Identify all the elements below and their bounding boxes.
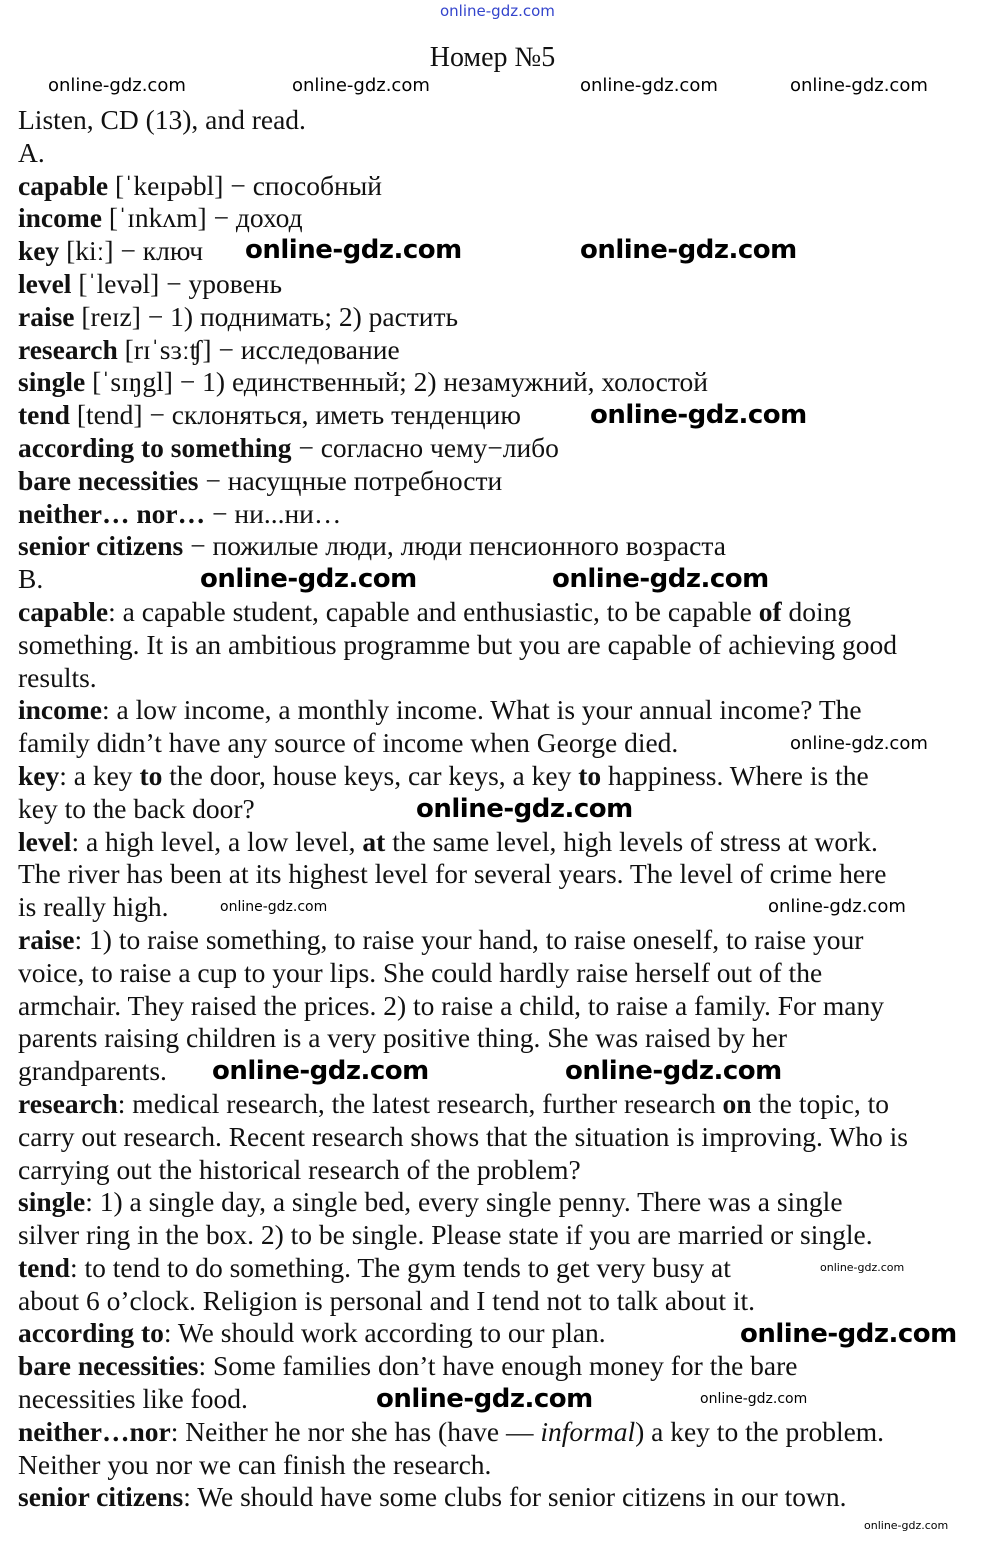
text-segment: [tend] − склоняться, иметь тенденцию bbox=[69, 399, 521, 431]
bold-term: level bbox=[18, 825, 72, 857]
bold-term: neither…nor bbox=[18, 1415, 171, 1447]
text-segment: results. bbox=[18, 661, 97, 693]
watermark: online-gdz.com bbox=[416, 794, 633, 824]
text-line bbox=[18, 760, 908, 793]
text-segment: about 6 o’clock. Religion is personal and I tend not to talk about it. bbox=[18, 1284, 756, 1316]
bold-term: single bbox=[18, 1186, 86, 1218]
text-segment: The river has been at its highest level for several years. The level of crime here bbox=[18, 858, 887, 890]
bold-term: bare necessities bbox=[18, 464, 199, 496]
text-line bbox=[18, 170, 908, 203]
bold-term: bare necessities bbox=[18, 1350, 199, 1382]
text-line bbox=[18, 858, 908, 891]
bold-term: capable bbox=[18, 169, 109, 201]
watermark: online-gdz.com bbox=[292, 75, 430, 96]
text-segment: [ˈɪnkʌm] − доход bbox=[102, 202, 303, 234]
text-segment: necessities like food. bbox=[18, 1383, 248, 1415]
text-segment: the same level, high levels of stress at work. bbox=[385, 825, 878, 857]
text-segment: ) a key to the problem. bbox=[635, 1415, 885, 1447]
text-line bbox=[18, 990, 908, 1023]
bold-term: income bbox=[18, 202, 103, 234]
text-segment: doing bbox=[781, 595, 852, 627]
text-segment: − насущные потребности bbox=[198, 464, 503, 496]
bold-term: key bbox=[18, 759, 60, 791]
text-segment: happiness. Where is the bbox=[601, 759, 869, 791]
text-segment: : to tend to do something. The gym tends to get very busy at bbox=[69, 1251, 731, 1283]
text-line bbox=[18, 826, 908, 859]
watermark: online-gdz.com bbox=[580, 75, 718, 96]
bold-term: at bbox=[362, 825, 386, 857]
text-line bbox=[18, 1449, 908, 1482]
bold-term: to bbox=[139, 759, 163, 791]
text-segment: : We should have some clubs for senior citizens in our town. bbox=[183, 1481, 847, 1513]
bold-term: according to something bbox=[18, 431, 292, 463]
watermark: online-gdz.com bbox=[580, 235, 797, 265]
bold-term: capable bbox=[18, 595, 109, 627]
text-segment: [ˈlevəl] − уровень bbox=[71, 267, 283, 299]
bold-term: neither… nor… bbox=[18, 497, 206, 529]
text-segment: : medical research, the latest research, further research bbox=[117, 1087, 723, 1119]
text-segment: − пожилые люди, люди пенсионного возраста bbox=[183, 530, 726, 562]
text-segment: : a low income, a monthly income. What is your annual income? The bbox=[102, 694, 862, 726]
text-line bbox=[18, 596, 908, 629]
text-segment: something. It is an ambitious programme but you are capable of achieving good bbox=[18, 628, 898, 660]
text-segment: : We should work according to our plan. bbox=[163, 1317, 606, 1349]
text-segment: : Some families don’t have enough money for the bare bbox=[198, 1350, 798, 1382]
watermark: online-gdz.com bbox=[220, 899, 328, 915]
bold-term: research bbox=[18, 333, 118, 365]
text-segment: carry out research. Recent research shows that the situation is improving. Who is bbox=[18, 1120, 908, 1152]
bold-term: senior citizens bbox=[18, 530, 184, 562]
watermark: online-gdz.com bbox=[590, 400, 807, 430]
text-segment: armchair. They raised the prices. 2) to raise a child, to raise a family. For many bbox=[18, 989, 884, 1021]
text-line bbox=[18, 1350, 908, 1383]
text-segment: the door, house keys, car keys, a key bbox=[162, 759, 579, 791]
text-segment: silver ring in the box. 2) to be single. Please state if you are married or single. bbox=[18, 1219, 873, 1251]
text-line bbox=[18, 1186, 908, 1219]
text-line bbox=[18, 924, 908, 957]
text-line bbox=[18, 1121, 908, 1154]
text-segment: : 1) to raise something, to raise your hand, to raise oneself, to raise your bbox=[74, 923, 864, 955]
text-segment: parents raising children is a very positive thing. She was raised by her bbox=[18, 1022, 788, 1054]
text-line bbox=[18, 694, 908, 727]
watermark: online-gdz.com bbox=[200, 564, 417, 594]
watermark: online-gdz.com bbox=[864, 1519, 949, 1532]
text-segment: family didn’t have any source of income when George died. bbox=[18, 727, 679, 759]
watermark: online-gdz.com bbox=[552, 564, 769, 594]
watermark: online-gdz.com bbox=[820, 1261, 905, 1274]
bold-term: level bbox=[18, 267, 72, 299]
text-line bbox=[18, 1252, 908, 1285]
text-segment: grandparents. bbox=[18, 1055, 167, 1087]
text-line bbox=[18, 366, 908, 399]
watermark: online-gdz.com bbox=[790, 75, 928, 96]
text-segment: − ни...ни… bbox=[205, 497, 342, 529]
text-line bbox=[18, 629, 908, 662]
text-segment: : a capable student, capable and enthusiastic, to be capable bbox=[108, 595, 759, 627]
watermark: online-gdz.com bbox=[565, 1056, 782, 1086]
bold-term: on bbox=[722, 1087, 752, 1119]
text-line bbox=[18, 530, 908, 563]
text-segment: − согласно чему−либо bbox=[291, 431, 559, 463]
text-line bbox=[18, 1219, 908, 1252]
text-line bbox=[18, 498, 908, 531]
watermark: online-gdz.com bbox=[245, 235, 462, 265]
text-line bbox=[18, 727, 908, 760]
text-segment: : Neither he nor she has (have — bbox=[170, 1415, 541, 1447]
watermark: online-gdz.com bbox=[376, 1384, 593, 1414]
page-title: Номер №5 bbox=[429, 42, 556, 73]
text-segment: [rɪˈsɜːʧ] − исследование bbox=[117, 333, 400, 365]
text-segment: : a key bbox=[59, 759, 140, 791]
italic-text: informal bbox=[540, 1415, 636, 1447]
text-segment: : a high level, a low level, bbox=[71, 825, 363, 857]
text-line bbox=[18, 334, 908, 367]
text-segment: voice, to raise a cup to your lips. She could hardly raise herself out of the bbox=[18, 956, 823, 988]
text-segment: Neither you nor we can finish the research. bbox=[18, 1448, 492, 1480]
bold-term: tend bbox=[18, 1251, 70, 1283]
watermark: online-gdz.com bbox=[212, 1056, 429, 1086]
text-segment: [ˈkeɪpəbl] − способный bbox=[108, 169, 382, 201]
watermark: online-gdz.com bbox=[700, 1391, 808, 1407]
text-segment: : 1) a single day, a single bed, every single penny. There was a single bbox=[85, 1186, 843, 1218]
text-line bbox=[18, 1022, 908, 1055]
text-line bbox=[18, 1088, 908, 1121]
text-line bbox=[18, 432, 908, 465]
watermark: online-gdz.com bbox=[48, 75, 186, 96]
text-line bbox=[18, 465, 908, 498]
bold-term: research bbox=[18, 1087, 118, 1119]
text-line bbox=[18, 137, 908, 170]
text-line bbox=[18, 104, 908, 137]
watermark: online-gdz.com bbox=[790, 733, 928, 754]
text-line bbox=[18, 202, 908, 235]
text-line bbox=[18, 957, 908, 990]
text-line bbox=[18, 301, 908, 334]
bold-term: raise bbox=[18, 923, 75, 955]
bold-term: raise bbox=[18, 300, 75, 332]
text-segment: [ˈsɪŋgl] − 1) единственный; 2) незамужний, холостой bbox=[85, 366, 708, 398]
text-segment: [reɪz] − 1) поднимать; 2) растить bbox=[74, 300, 459, 332]
bold-term: key bbox=[18, 235, 60, 267]
watermark: online-gdz.com bbox=[768, 896, 906, 917]
text-line bbox=[18, 1285, 908, 1318]
text-line bbox=[18, 268, 908, 301]
text-segment: [kiː] − ключ bbox=[59, 235, 204, 267]
text-line bbox=[18, 662, 908, 695]
bold-term: income bbox=[18, 694, 103, 726]
text-segment: A. bbox=[18, 136, 45, 168]
text-segment: key to the back door? bbox=[18, 792, 255, 824]
text-line bbox=[18, 1416, 908, 1449]
bold-term: of bbox=[758, 595, 782, 627]
text-segment: is really high. bbox=[18, 891, 169, 923]
bold-term: single bbox=[18, 366, 86, 398]
bold-term: senior citizens bbox=[18, 1481, 184, 1513]
text-line bbox=[18, 563, 908, 596]
text-line bbox=[18, 1154, 908, 1187]
text-segment: Listen, CD (13), and read. bbox=[18, 104, 306, 135]
text-segment: carrying out the historical research of the problem? bbox=[18, 1153, 581, 1185]
text-segment: the topic, to bbox=[751, 1087, 889, 1119]
text-segment: B. bbox=[18, 563, 44, 595]
bold-term: to bbox=[578, 759, 602, 791]
watermark: online-gdz.com bbox=[740, 1319, 957, 1349]
bold-term: tend bbox=[18, 399, 70, 431]
text-line bbox=[18, 1481, 908, 1514]
watermark: online-gdz.com bbox=[440, 2, 555, 20]
bold-term: according to bbox=[18, 1317, 164, 1349]
